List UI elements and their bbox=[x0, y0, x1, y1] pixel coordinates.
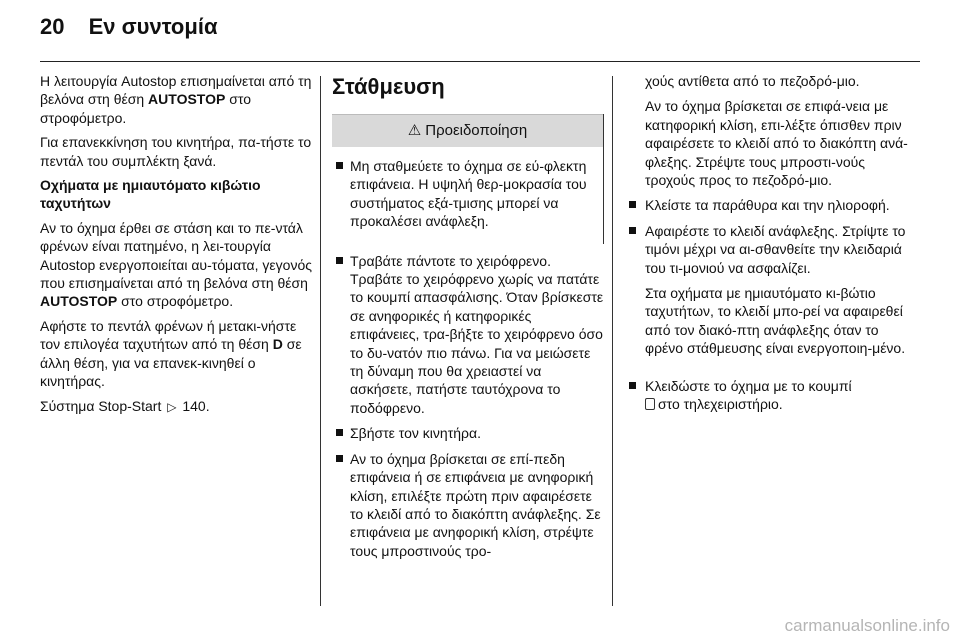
lock-icon bbox=[645, 398, 655, 410]
list-item: Σβήστε τον κινητήρα. bbox=[332, 424, 604, 442]
paragraph: Αν το όχημα έρθει σε στάση και το πε-ντάλ φρένων είναι πατημένο, η λει-τουργία Autostop ενεργοποιείται αυ-τόματα, γεγονός που επισημαίνεται από τη βελόνα στη θέση AUTOSTOP στο στροφόμετρο. bbox=[40, 219, 312, 310]
warning-triangle-icon: ⚠ bbox=[407, 122, 422, 139]
bullet bbox=[629, 382, 636, 389]
page-number: 20 bbox=[40, 14, 65, 39]
page-header bbox=[40, 14, 217, 40]
list-item: Τραβάτε πάντοτε το χειρόφρενο. Τραβάτε το χειρόφρενο χωρίς να πατάτε το κουμπί απασφάλισης. Όταν βρίσκεστε σε ανηφορικές ή κατηφορικές επιφάνειες, τρα-βήξτε το χειρόφρενο όσο το δυ-νατόν πιο πάνω. Για να μειώσετε τη δύναμη που θα χρειαστεί να ασκήσετε, πατήστε ταυτόχρονα το ποδόφρενο. bbox=[332, 252, 604, 418]
chapter-title: Εν συντομία bbox=[88, 14, 218, 39]
bullet bbox=[336, 429, 343, 436]
paragraph: Για επανεκκίνηση του κινητήρα, πα-τήστε το πεντάλ του συμπλέκτη ξανά. bbox=[40, 134, 312, 169]
warning-title: Προειδοποίηση bbox=[425, 122, 528, 139]
cross-reference[interactable]: Σύστημα Stop-Start ▷ 140. bbox=[40, 397, 312, 416]
column-divider bbox=[612, 76, 613, 606]
paragraph: Αφήστε το πεντάλ φρένων ή μετακι-νήστε τον επιλογέα ταχυτήτων από τη θέση D σε άλλη θέση, για να επανεκ-κινηθεί ο κινητήρας. bbox=[40, 317, 302, 390]
column-right bbox=[623, 72, 918, 421]
list-item: Κλείστε τα παράθυρα και την ηλιοροφή. bbox=[623, 196, 918, 214]
subheading: Οχήματα με ημιαυτόματο κιβώτιο ταχυτήτων bbox=[40, 177, 261, 212]
bullet bbox=[336, 257, 343, 264]
warning-box bbox=[332, 114, 604, 244]
paragraph: Η λειτουργία Autostop επισημαίνεται από τη βελόνα στη θέση AUTOSTOP στο στροφόμετρο. bbox=[40, 73, 312, 126]
list-item: Αφαιρέστε το κλειδί ανάφλεξης. Στρίψτε το τιμόνι μέχρι να αι-σθανθείτε την κλειδαριά του τι-μονιού να ασφαλίζει. bbox=[623, 222, 918, 277]
bullet bbox=[336, 162, 343, 169]
column-left bbox=[40, 72, 312, 422]
bullet bbox=[336, 455, 343, 462]
paragraph: Στα οχήματα με ημιαυτόματο κι-βώτιο ταχυτήτων, το κλειδί μπο-ρεί να αφαιρεθεί από τον διακό-πτη ανάφλεξης όταν το φρένο στάθμευσης είναι ενεργοποιη-μένο. bbox=[645, 285, 906, 357]
list-item: Αν το όχημα βρίσκεται σε επί-πεδη επιφάνεια ή σε επιφάνεια με ανηφορική κλίση, επιλέξτε πρώτη πριν αφαιρέσετε το κλειδί από το διακόπτη ανάφλεξης. Σε επιφάνεια με ανηφορική κλίση, στρέψτε τους μπροστινούς τρο- bbox=[332, 450, 604, 560]
bullet bbox=[629, 201, 636, 208]
column-divider bbox=[320, 76, 321, 606]
continued-text: χούς αντίθετα από το πεζοδρό-μιο. bbox=[645, 73, 860, 89]
column-middle bbox=[332, 72, 604, 567]
paragraph: Αν το όχημα βρίσκεται σε επιφά-νεια με κατηφορική κλίση, επι-λέξτε όπισθεν πριν αφαιρέσετε το κλειδί από το διακόπτη ανά-φλεξης. Στρέψτε τους μπροστι-νούς τροχούς προς το πεζοδρό-μιο. bbox=[645, 98, 908, 189]
watermark: carmanualsonline.info bbox=[784, 616, 950, 635]
section-title: Στάθμευση bbox=[332, 74, 445, 99]
list-item: Μη σταθμεύετε το όχημα σε εύ-φλεκτη επιφάνεια. Η υψηλή θερ-μοκρασία του συστήματος εξά-τμισης μπορεί να προκαλέσει ανάφλεξη. bbox=[332, 157, 603, 231]
header-rule bbox=[40, 61, 920, 62]
bullet bbox=[629, 227, 636, 234]
warning-header bbox=[332, 114, 603, 147]
list-item: Κλειδώστε το όχημα με το κουμπί στο τηλεχειριστήριο. bbox=[623, 377, 918, 414]
arrow-right-icon: ▷ bbox=[167, 399, 177, 414]
